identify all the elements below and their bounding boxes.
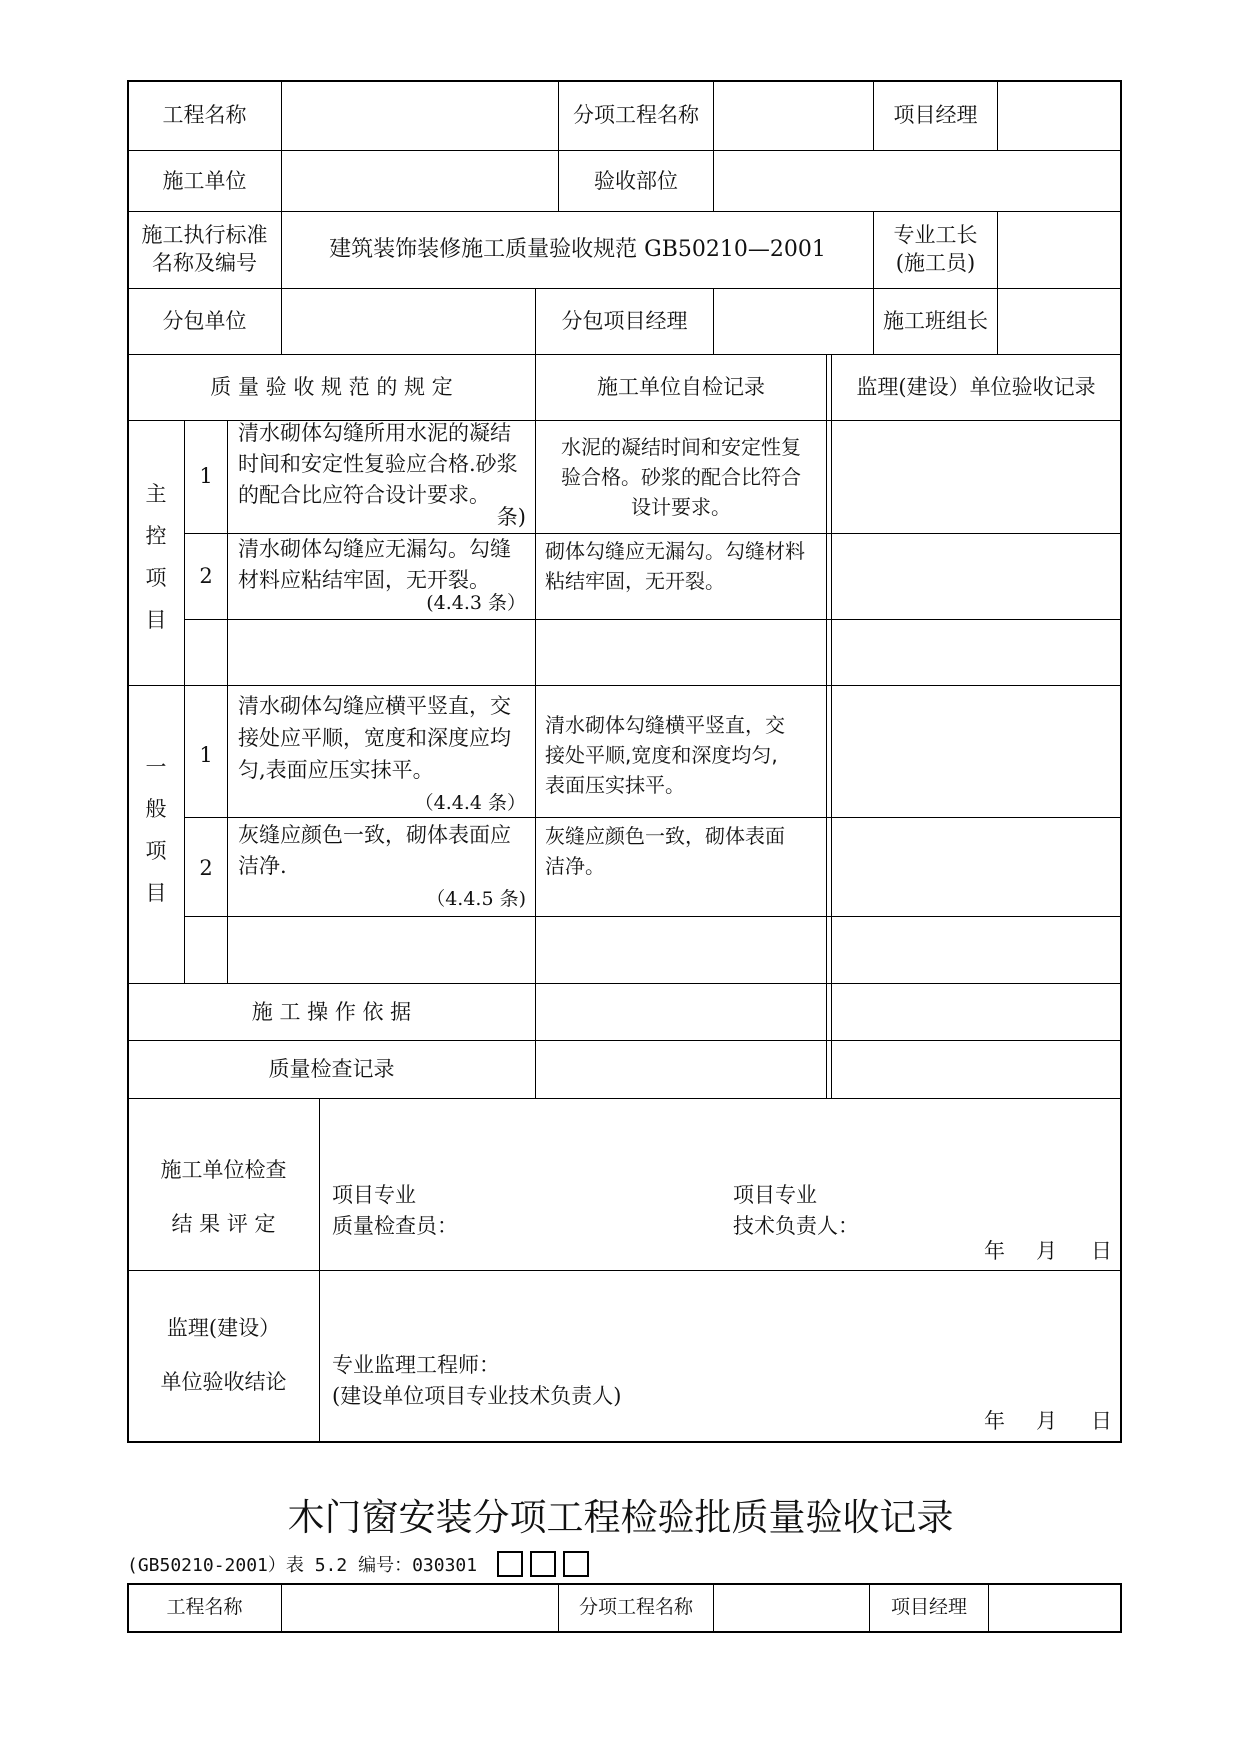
label-project-manager: 项目经理 (890, 1596, 967, 1618)
item-number: 1 (199, 743, 213, 767)
form-code-line: (GB50210-2001）表 5.2 编号：030301 (127, 1555, 478, 1576)
label-supervision-conclusion: 监理(建设） 单位验收结论 (160, 1316, 287, 1394)
col-header-self-check: 施工单位自检记录 (597, 375, 765, 399)
field-foreman[interactable] (998, 213, 1120, 287)
label-team-leader: 施工班组长 (883, 309, 988, 333)
label-quality-record: 质量检查记录 (268, 1057, 395, 1081)
field-subcontract-unit[interactable] (282, 290, 535, 353)
standard-value: 建筑装饰装修施工质量验收规范 GB50210—2001 (329, 237, 826, 262)
field-operation-basis[interactable] (536, 984, 826, 1039)
item-clause-ref: (4.4.3 条） (426, 592, 526, 614)
field-acceptance-part[interactable] (714, 152, 1120, 210)
label-project-name: 工程名称 (162, 103, 247, 127)
group-label-general-items: 一 般 项 目 (145, 755, 167, 905)
form-title: 木门窗安装分项工程检验批质量验收记录 (287, 1496, 954, 1539)
code-box-1[interactable] (497, 1551, 523, 1577)
item-supervision-record[interactable] (832, 818, 1120, 915)
date-year-label: 年 (984, 1239, 1005, 1263)
label-operation-basis: 施 工 操 作 依 据 (251, 1000, 412, 1024)
item-clause-ref: （4.4.5 条) (426, 888, 526, 910)
item-self-check-record[interactable]: 清水砌体勾缝横平竖直，交 接处平顺,宽度和深度均匀, 表面压实抹平。 (545, 713, 785, 797)
label-foreman: 专业工长 (施工员) (893, 223, 978, 275)
label-subcontract-unit: 分包单位 (162, 309, 247, 333)
item-self-check-record[interactable]: 砌体勾缝应无漏勾。勾缝材料 粘结牢固，无开裂。 (545, 539, 805, 593)
field-quality-record[interactable] (536, 1041, 826, 1097)
date-year-label: 年 (984, 1409, 1005, 1433)
field-project-name[interactable] (282, 1585, 558, 1631)
label-standard: 施工执行标准 名称及编号 (141, 223, 268, 275)
field-sub-project-name[interactable] (714, 1585, 869, 1631)
code-box-3[interactable] (563, 1551, 589, 1577)
date-month-label: 月 (1036, 1239, 1057, 1263)
label-sub-project-name: 分项工程名称 (573, 103, 699, 127)
date-day-label: 日 (1091, 1409, 1112, 1433)
label-acceptance-part: 验收部位 (594, 169, 678, 193)
date-day-label: 日 (1091, 1239, 1112, 1263)
item-supervision-record[interactable] (832, 534, 1120, 618)
field-project-manager[interactable] (989, 1585, 1120, 1631)
label-project-manager: 项目经理 (893, 103, 978, 127)
item-spec-text: 清水砌体勾缝应横平竖直，交 接处应平顺，宽度和深度应均 匀,表面应压实抹平。 (238, 694, 511, 782)
group-label-main-items: 主 控 项 目 (145, 482, 167, 632)
item-supervision-record[interactable] (832, 686, 1120, 816)
col-header-spec: 质 量 验 收 规 范 的 规 定 (210, 375, 453, 399)
label-supervising-engineer: 专业监理工程师： (建设单位项目专业技术负责人) (332, 1353, 622, 1408)
item-self-check-record[interactable]: 灰缝应颜色一致，砌体表面 洁净。 (545, 824, 785, 878)
field-project-manager[interactable] (998, 90, 1120, 150)
code-box-2[interactable] (530, 1551, 556, 1577)
item-clause-ref: 条) (496, 505, 526, 529)
label-technical-lead: 项目专业 技术负责人： (733, 1183, 859, 1238)
label-construction-unit: 施工单位 (162, 169, 247, 193)
item-number: 1 (199, 464, 213, 488)
field-team-leader[interactable] (998, 290, 1120, 353)
col-header-supervision: 监理(建设）单位验收记录 (856, 375, 1096, 399)
label-project-name: 工程名称 (166, 1596, 243, 1618)
item-number: 2 (199, 856, 213, 880)
field-subcontract-manager[interactable] (714, 290, 873, 353)
field-construction-unit[interactable] (282, 152, 558, 210)
label-sub-project-name: 分项工程名称 (578, 1596, 693, 1618)
item-self-check-record[interactable]: 水泥的凝结时间和安定性复 验合格。砂浆的配合比符合 设计要求。 (561, 435, 801, 519)
item-spec-text: 清水砌体勾缝所用水泥的凝结 时间和安定性复验应合格.砂浆 的配合比应符合设计要求。 (238, 421, 518, 507)
item-spec-text: 清水砌体勾缝应无漏勾。勾缝 材料应粘结牢固，无开裂。 (238, 537, 511, 592)
date-month-label: 月 (1036, 1409, 1057, 1433)
item-number: 2 (199, 564, 213, 588)
field-project-name[interactable] (282, 90, 558, 150)
item-spec-text: 灰缝应颜色一致，砌体表面应 洁净. (238, 823, 511, 878)
item-clause-ref: （4.4.4 条） (414, 792, 526, 814)
label-quality-inspector: 项目专业 质量检查员： (332, 1183, 458, 1238)
label-subcontract-manager: 分包项目经理 (561, 309, 688, 333)
field-sub-project-name[interactable] (714, 90, 873, 150)
label-construction-evaluation: 施工单位检查 结 果 评 定 (160, 1158, 287, 1236)
item-supervision-record[interactable] (832, 421, 1120, 532)
